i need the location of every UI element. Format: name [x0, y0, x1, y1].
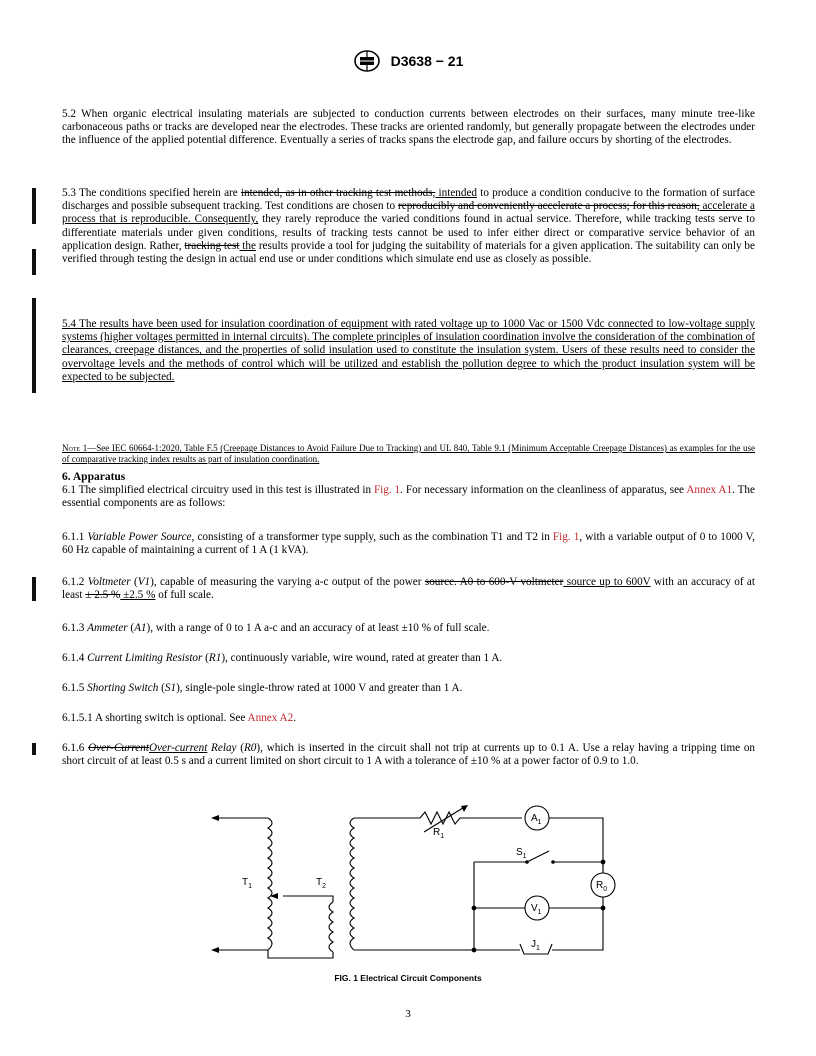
label-s1: $S_1$ — [516, 847, 527, 860]
arrow-icon — [211, 947, 219, 953]
annex-a2-link[interactable]: Annex A2 — [247, 712, 294, 724]
text: , single-pole single-throw rated at 1000 V and greater than 1 A. — [179, 682, 463, 694]
text: consisting of a transformer type supply, such as the combination T1 and T2 in — [194, 531, 553, 543]
section-6-1-5: 6.1.5 Shorting Switch (S1), single-pole single-throw rated at 1000 V and greater than 1 A. — [62, 682, 463, 694]
t2-tap-line — [283, 896, 333, 902]
section-6-1-3: 6.1.3 Ammeter (A1), with a range of 0 to 1 A a-c and an accuracy of at least ±10 % of full scale. — [62, 622, 490, 634]
text: of full scale. — [155, 589, 214, 602]
wire — [549, 897, 603, 908]
text: . The essential components are as follows: — [62, 484, 755, 510]
inserted-text: the — [239, 239, 256, 252]
symbol: R0 — [243, 742, 257, 754]
deleted-text: source. A0 to 600-V voltmeter — [424, 576, 564, 588]
text: 5.3 The conditions specified herein are — [62, 187, 241, 199]
junction-dot — [601, 906, 606, 911]
text: , with a variable output of 0 to 1000 V, 60 Hz capable of maintaining a current of 1 A (1 kVA). — [62, 531, 755, 557]
section-6-1-2: 6.1.2 Voltmeter (V1), capable of measuring the varying a-c output of the power source. A0 to 600-V voltmeter source up to 600V with an accuracy of at least ± 2.5 % ±2.5 % of full scale. — [62, 576, 755, 602]
symbol: R1 — [208, 652, 222, 664]
section-6-heading: 6. Apparatus — [62, 471, 126, 483]
document-designation: D3638 − 21 — [390, 53, 464, 69]
text: 6.1.3 — [62, 622, 88, 634]
inserted-text: intended — [435, 187, 478, 199]
text: 6.1.2 — [62, 576, 88, 588]
text: , with a range of 0 to 1 A a-c and an accuracy of at least ±10 % of full scale. — [150, 622, 490, 634]
junction-dot — [472, 906, 477, 911]
label-j1: $J_1$ — [531, 939, 540, 952]
text: 6.1.1 — [62, 531, 88, 543]
junction-dot — [601, 860, 606, 865]
label-v1: $V_1$ — [531, 903, 542, 916]
symbol: A1 — [134, 622, 147, 634]
t2-bottom-line — [268, 950, 333, 958]
label-t1: $T_1$ — [242, 877, 253, 890]
text: 6.1.5 — [62, 682, 88, 694]
term: Relay — [207, 742, 237, 754]
inserted-text: Over-current — [148, 742, 208, 754]
text: . For necessary information on the cleanliness of apparatus, see — [400, 484, 687, 496]
text: 6.1.5.1 A shorting switch is optional. See — [62, 712, 248, 724]
text: they rarely reproduce the varied conditions found in actual service. Therefore, while tracking tests serve to differentiate materials under given conditions, results of tracking tests cannot be used to infer either direct or comparative service behavior of an application design. Rather, — [62, 213, 755, 252]
wire — [552, 908, 603, 950]
arrow-icon — [211, 815, 219, 821]
text: , capable of measuring the varying a-c output of the power — [153, 576, 425, 588]
term: Variable Power Source, — [87, 531, 195, 543]
term: Ammeter — [87, 622, 128, 634]
text: 6.1 The simplified electrical circuitry used in this test is illustrated in — [62, 484, 374, 496]
deleted-text: ± 2.5 % — [85, 589, 121, 602]
switch-contact — [551, 860, 555, 864]
label-r1: $R_1$ — [433, 827, 445, 840]
annex-a1-link[interactable]: Annex A1 — [686, 484, 733, 496]
term: Shorting Switch — [87, 682, 159, 694]
symbol: V1 — [137, 576, 151, 588]
fig-1-link[interactable]: Fig. 1 — [373, 484, 401, 496]
note-label: Note 1 — [62, 443, 88, 453]
text: results provide a tool for judging the suitability of materials for a given application. The suitability can only be verified through testing the design in actual end use or under conditions which simulate end use as closely as possible. — [62, 239, 755, 266]
symbol: S1 — [164, 682, 177, 694]
section-6-1-4: 6.1.4 Current Limiting Resistor (R1), continuously variable, wire wound, rated at greater than 1 A. — [62, 652, 503, 664]
text: , which is inserted in the circuit shall not trip at currents up to 0.1 A. Use a relay having a tripping time on short circuit of at least 0.5 s and a current limited on short circuit to 1 A with a tolerance of ±10 % at a power factor of 0.9 to 1.0. — [62, 742, 756, 768]
inserted-text: accelerate a process that is reproducible. Consequently, — [62, 200, 755, 226]
inserted-text: source up to 600V — [563, 576, 651, 588]
t2-coil — [329, 902, 333, 952]
r1-resistor — [420, 812, 522, 824]
deleted-text: tracking test — [184, 239, 240, 252]
text: to produce a condition conducive to the formation of surface discharges and possible subsequent tracking. Test conditions are chosen to — [62, 187, 755, 213]
note-text: —See IEC 60664-1:2020, Table F.5 (Creepage Distances to Avoid Failure Due to Tracking) and UL 840, Table 9.1 (Minimum Acceptable Creepage Distances) as examples for the use of comparative tracking index results as part of insulation coordination. — [62, 443, 756, 464]
deleted-text: reproducibly and conveniently accelerate a process; for this reason, — [398, 200, 700, 213]
text: 6.1.6 — [62, 742, 89, 754]
term: Voltmeter — [87, 576, 131, 588]
secondary-coil — [350, 818, 354, 950]
wire — [549, 818, 603, 873]
section-5-2-text: 5.2 When organic electrical insulating materials are subjected to conduction currents between electrodes on their surfaces, many minute tree-like carbonaceous paths or tracks are developed near the electrodes. These tracks are oriented randomly, but generally propagate between the electrodes under the influence of the applied potential difference. Eventually a series of tracks spans the electrode gap, and failure occurs by shorting of the electrodes. — [62, 108, 755, 147]
text: . — [293, 712, 297, 724]
text: 6.1.4 — [62, 652, 88, 664]
t1-coil — [268, 818, 272, 950]
switch-s1-blade — [527, 851, 549, 862]
fig-1-link[interactable]: Fig. 1 — [552, 531, 580, 543]
section-5-4-text: 5.4 The results have been used for insulation coordination of equipment with rated voltage up to 1000 Vac or 1500 Vdc connected to low-voltage supply systems (higher voltages permitted in internal circuits). The complete principles of insulation coordination involve the consideration of the combination of clearances, creepage distances, and the properties of solid insulation used to constitute the insulation system. Users of these results need to consider the overvoltage levels and the methods of control which will be utilized and establish the pollution degree to which the product insulation system will be expected to be subjected. — [62, 318, 755, 383]
text: , continuously variable, wire wound, rated at greater than 1 A. — [225, 652, 503, 664]
arrow-icon — [270, 893, 278, 899]
section-6-1-6: 6.1.6 Over-CurrentOver-current Relay (R0), which is inserted in the circuit shall not trip at currents up to 0.1 A. Use a relay having a tripping time on short circuit of at least 0.5 s and a current limited on short circuit to 1 A with a tolerance of ±10 % at a power factor of 0.9 to 1.0. — [62, 742, 756, 768]
deleted-text: Over-Current — [88, 742, 149, 754]
deleted-text: intended, as in other tracking test methods, — [240, 187, 436, 199]
switch-contact — [525, 860, 529, 864]
figure-caption: FIG. 1 Electrical Circuit Components — [334, 973, 482, 983]
label-r0: $R_0$ — [596, 880, 608, 893]
term: Current Limiting Resistor — [87, 652, 203, 664]
label-t2: $T_2$ — [316, 877, 327, 890]
text: with an accuracy of at least — [62, 576, 755, 602]
page-number: 3 — [405, 1008, 411, 1020]
inserted-text: ±2.5 % — [120, 589, 156, 602]
junction-dot — [472, 948, 477, 953]
label-a1: $A_1$ — [531, 813, 542, 826]
wire — [553, 862, 603, 873]
